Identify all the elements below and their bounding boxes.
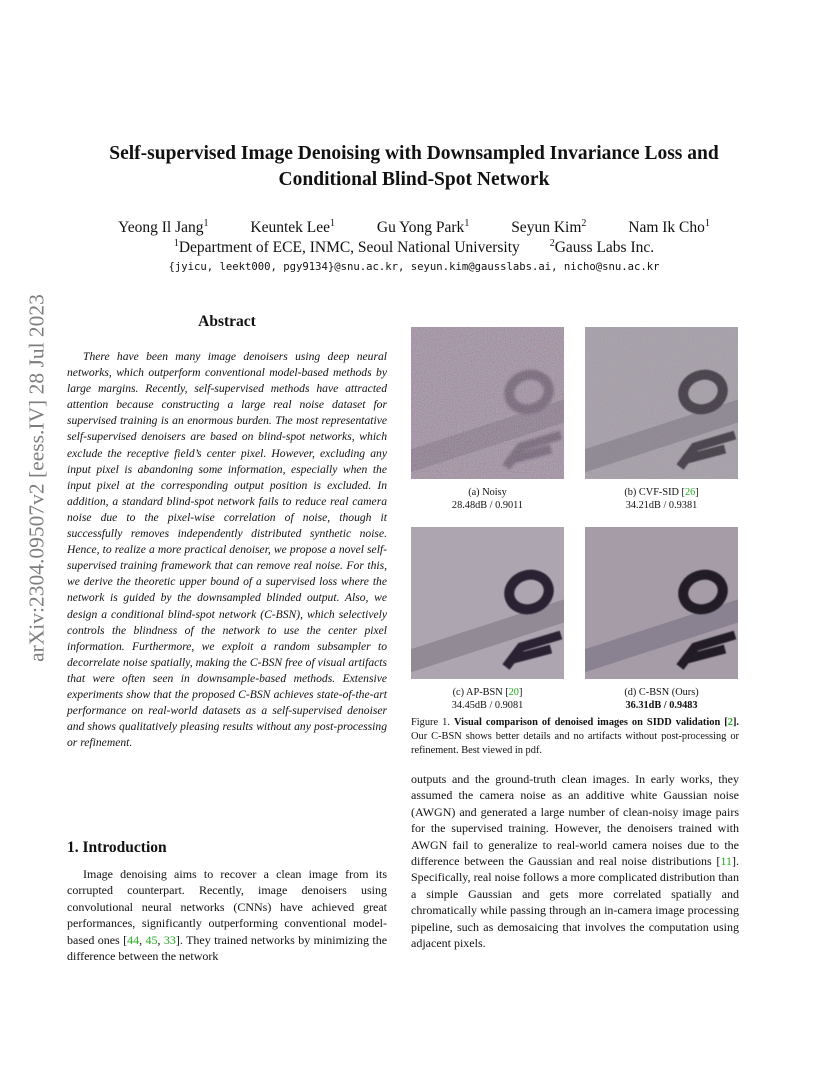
citation-link[interactable]: 20	[508, 687, 519, 698]
author: Gu Yong Park$^1$	[376, 217, 470, 236]
figure-panel-ap-bsn	[411, 527, 564, 679]
citation-link[interactable]: 11	[720, 854, 732, 869]
panel-caption-c: (c) AP-BSN [20] 34.45dB / 0.9081	[451, 687, 524, 711]
panel-caption-d: (d) C-BSN (Ours) 36.31dB / 0.9483	[624, 687, 699, 711]
right-column-body	[411, 771, 739, 951]
title-line-2: Conditional Blind-Spot Network	[278, 169, 550, 190]
figure-panel-cvf-sid	[585, 327, 738, 479]
title-line-1: Self-supervised Image Denoising with Downsampled Invariance Loss and	[109, 143, 719, 164]
body-paragraph: outputs and the ground-truth clean images. In early works, they assumed the camera noise as an additive white Gaussian noise (AWGN) and generated a large number of clean-noisy image pairs for the supervised training. However, the denoisers trained with AWGN fail to generalize to real-world camera noises due to the difference between the Gaussian and real noise distributions [11]. Specifically, real noise follows a more complicated distribution than a simple Gaussian and gets more correlated spatially and chromatically while passing through an in-camera image processing pipeline, such as demosaicing that involves the computation using adjacent pixels.	[411, 772, 739, 951]
abstract-text: There have been many image denoisers using deep neural networks, which outperform conventional model-based methods by large margins. Recently, self-supervised methods have attracted attention because constructing a large real noise dataset for supervised training is an enormous burden. The most representative self-supervised denoisers are based on blind-spot networks, which exclude the receptive field’s center pixel. However, excluding any input pixel is abandoning some information, especially when the input pixel at the corresponding output position is excluded. In addition, a standard blind-spot network fails to reduce real camera noise due to the pixel-wise correlation of noise, though it successfully removes independently distributed synthetic noise. Hence, to realize a more practical denoiser, we propose a novel self-supervised training framework that can remove real noise. For this, we derive the theoretic upper bound of a supervised loss where the network is guided by the downsampled blinded output. Also, we design a conditional blind-spot network (C-BSN), which selectively controls the blindness of the network to use the center pixel information. Furthermore, we exploit a random subsampler to decorrelate noise spatially, making the C-BSN free of visual artifacts that were often seen in downsample-based methods. Extensive experiments show that the proposed C-BSN achieves state-of-the-art performance on real-world datasets as a self-supervised denoiser and shows qualitatively pleasing results without any post-processing or refinement.	[67, 350, 387, 750]
author-list	[60, 218, 768, 237]
citation-link[interactable]: 2	[727, 717, 733, 728]
author: Nam Ik Cho$^1$	[628, 217, 710, 236]
citation-link[interactable]: 44	[127, 932, 140, 947]
abstract-heading: Abstract	[198, 313, 256, 330]
panel-caption-b: (b) CVF-SID [26] 34.21dB / 0.9381	[624, 487, 699, 511]
abstract-body	[67, 349, 387, 751]
arxiv-id-text: arXiv:2304.09507v2 [eess.IV] 28 Jul 2023	[24, 294, 49, 662]
arxiv-stamp	[24, 294, 49, 662]
author: Yeong Il Jang$^1$	[118, 217, 209, 236]
figure-panel-noisy	[411, 327, 564, 479]
citation-link[interactable]: 33	[163, 932, 176, 947]
introduction-body	[67, 866, 387, 964]
figure-caption: Figure 1. Visual comparison of denoised images on SIDD validation [2]. Our C-BSN shows better details and no artifacts without post-processing or refinement. Best viewed in pdf.	[411, 717, 739, 756]
author: Keuntek Lee$^1$	[250, 217, 335, 236]
section-heading-introduction: 1. Introduction	[67, 839, 167, 856]
figure-panel-c-bsn	[585, 527, 738, 679]
author: Seyun Kim$^2$	[511, 217, 587, 236]
intro-paragraph: Image denoising aims to recover a clean image from its corrupted counterpart. Recently, image denoisers using convolutional neural networks (CNNs) have achieved great performances, significantly outperforming conventional model-based ones [44, 45, 33]. They trained networks by minimizing the difference between the network	[67, 867, 388, 964]
author-emails: {jyicu, leekt000, pgy9134}@snu.ac.kr, seyun.kim@gausslabs.ai, nicho@snu.ac.kr	[168, 261, 660, 273]
affiliation: $^1$Department of ECE, INMC, Seoul National University	[173, 237, 520, 256]
citation-link[interactable]: 45	[145, 932, 158, 947]
citation-link[interactable]: 26	[684, 487, 696, 498]
paper-title	[60, 141, 768, 193]
panel-caption-a: (a) Noisy 28.48dB / 0.9011	[451, 487, 524, 511]
affiliations	[60, 238, 768, 257]
affiliation: $^2$Gauss Labs Inc.	[549, 237, 655, 256]
